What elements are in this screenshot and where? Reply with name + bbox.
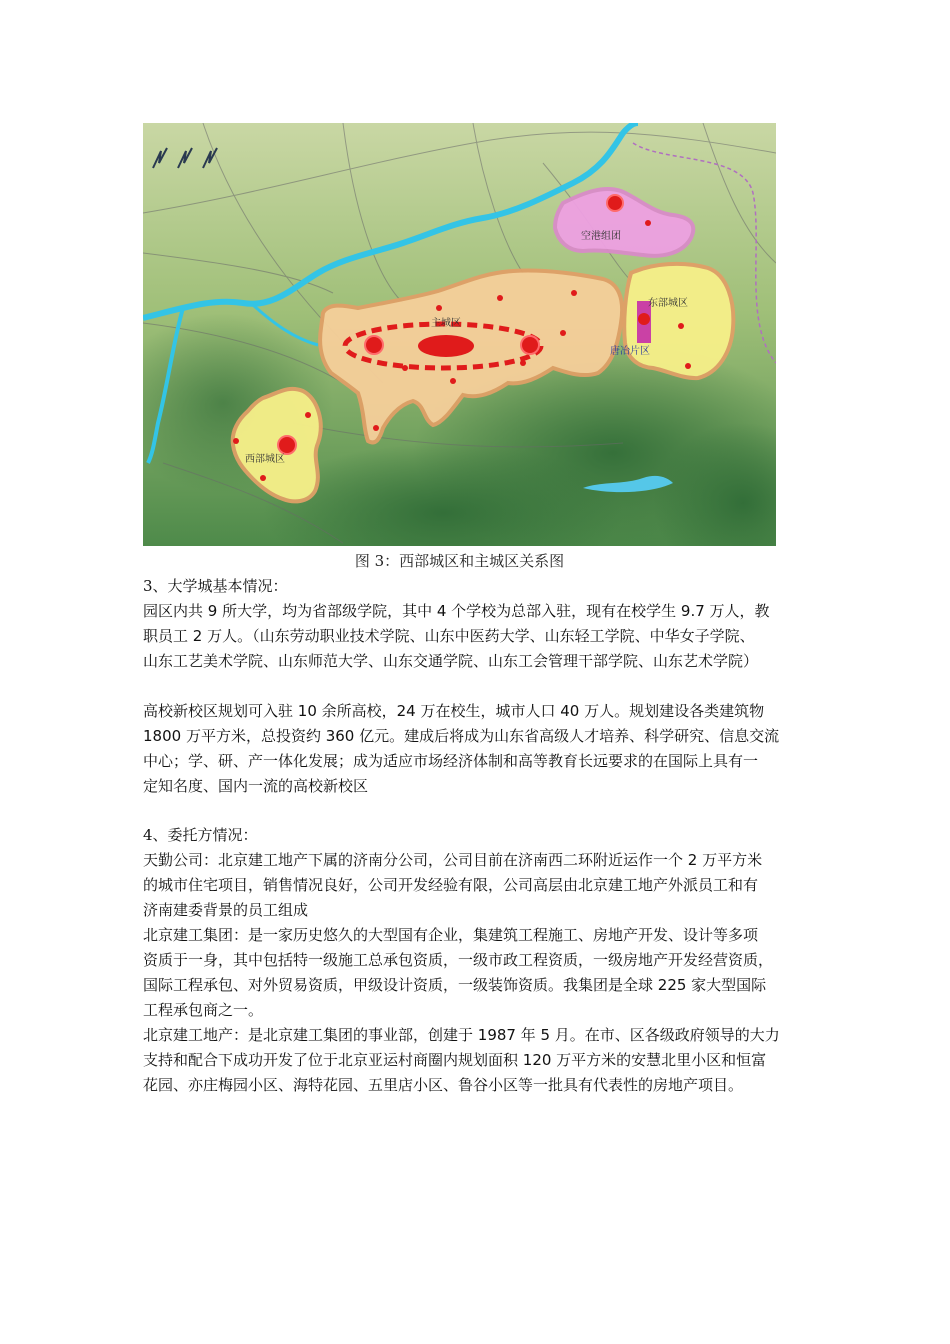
paragraph-line: 济南建委背景的员工组成: [143, 901, 309, 919]
paragraph-line: 北京建工集团：是一家历史悠久的大型国有企业，集建筑工程施工、房地产开发、设计等多项: [143, 926, 759, 944]
paragraph-line: 园区内共 9 所大学，均为省部级学院，其中 4 个学校为总部入驻，现有在校学生 9.7 万人，教: [143, 602, 770, 620]
paragraph-line: 的城市住宅项目，销售情况良好，公司开发经验有限，公司高层由北京建工地产外派员工和有: [143, 876, 759, 894]
paragraph-line: 职员工 2 万人。（山东劳动职业技术学院、山东中医药大学、山东轻工学院、中华女子学院、: [143, 627, 755, 645]
main-city-label: 主城区: [431, 318, 461, 329]
paragraph-line: 支持和配合下成功开发了位于北京亚运村商圈内规划面积 120 万平方米的安慧北里小区和恒富: [143, 1051, 767, 1069]
section-3-heading: 3、大学城基本情况：: [143, 577, 288, 595]
airport-label: 空港组团: [581, 231, 621, 242]
section-4-heading: 4、委托方情况：: [143, 826, 258, 844]
main-city-center: [418, 335, 474, 357]
paragraph-line: 国际工程承包、对外贸易资质，甲级设计资质，一级装饰资质。我集团是全球 225 家大型国际: [143, 976, 767, 994]
main-city-west-node: [365, 336, 383, 354]
paragraph-line: 工程承包商之一。: [143, 1001, 264, 1019]
west-city-node: [278, 436, 296, 454]
paragraph-line: 中心；学、研、产一体化发展；成为适应市场经济体制和高等教育长远要求的在国际上具有一: [143, 752, 759, 770]
paragraph-line: 高校新校区规划可入驻 10 余所高校，24 万在校生，城市人口 40 万人。规划建设各类建筑物: [143, 702, 765, 720]
section-4: [143, 823, 783, 1098]
paragraph-line: 山东工艺美术学院、山东师范大学、山东交通学院、山东工会管理干部学院、山东艺术学院）: [143, 652, 759, 670]
paragraph-line: 北京建工地产：是北京建工集团的事业部，创建于 1987 年 5 月。在市、区各级政府领导的大力: [143, 1026, 780, 1044]
paragraph-line: 1800 万平方米，总投资约 360 亿元。建成后将成为山东省高级人才培养、科学研究、信息交流: [143, 727, 780, 745]
section-3-paragraph-2: [143, 699, 783, 799]
section-3: [143, 574, 783, 674]
tangye-label: 唐冶片区: [610, 346, 650, 357]
west-city-label: 西部城区: [245, 454, 285, 465]
city-relationship-map: [143, 123, 776, 546]
tangye-node: [638, 313, 650, 325]
east-city-label: 东部城区: [648, 298, 688, 309]
airport-node: [607, 195, 623, 211]
paragraph-line: 定知名度、国内一流的高校新校区: [143, 777, 369, 795]
main-city-east-node: [521, 336, 539, 354]
paragraph-line: 资质于一身，其中包括特一级施工总承包资质，一级市政工程资质，一级房地产开发经营资质，: [143, 951, 774, 969]
paragraph-line: 天勤公司：北京建工地产下属的济南分公司，公司目前在济南西二环附近运作一个 2 万平方米: [143, 851, 763, 869]
figure-caption: 图 3：西部城区和主城区关系图: [354, 552, 565, 570]
paragraph-line: 花园、亦庄梅园小区、海特花园、五里店小区、鲁谷小区等一批具有代表性的房地产项目。: [143, 1076, 744, 1094]
